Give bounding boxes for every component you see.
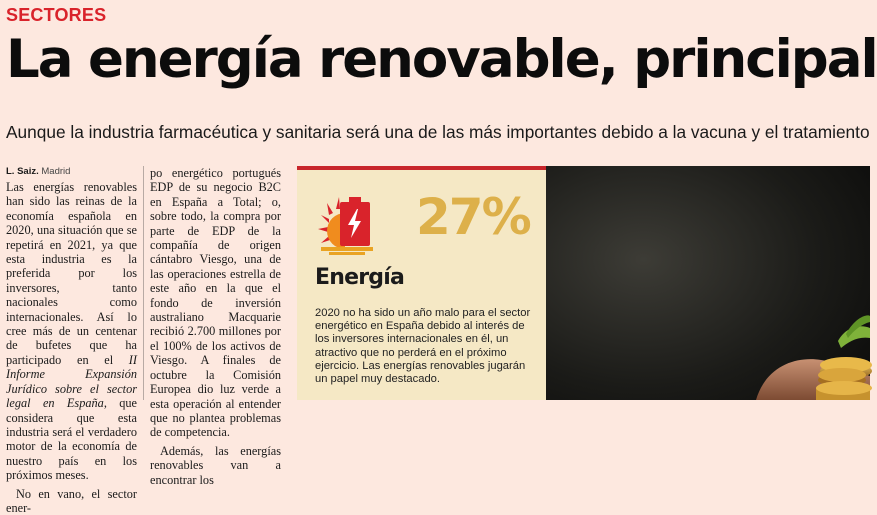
article-photo [546, 166, 870, 400]
article-column-1 [6, 166, 137, 515]
article-column-2 [150, 166, 281, 487]
paragraph [6, 180, 137, 483]
paragraph: No en vano, el sector ener- [6, 486, 137, 515]
report-title: II Informe Expansión Jurídico sobre el sector legal en España [6, 352, 137, 411]
energy-percentage: 27% [416, 188, 530, 246]
paragraph: Además, las energías renovables van a encontrar los [150, 443, 281, 487]
info-box-title: Energía [315, 265, 404, 290]
paragraph: po energético portugués EDP de su negocio B2C en España a Total; o, sobre todo, la compra por parte de EDP de la compañía de origen cántabro Viesgo, una de las operaciones estrella de este año en la que el fondo de inversión australiano Macquarie recibió 2.700 millones por el 100% de los activos de Viesgo. A finales de octubre la Comisión Europea dio luz verde a esta operación al entender que no plantea problemas de competencia. [150, 166, 281, 440]
byline-place: Madrid [41, 166, 71, 177]
subheadline: Aunque la industria farmacéutica y sanitaria será una de las más importantes debido a la vacuna y el tratamiento [6, 122, 870, 142]
byline-author: L. Saiz. [6, 166, 39, 177]
paragraph-text: Las energías renovables han sido las reinas de la economía española en 2020, una situación que se repetirá en 2021, ya que esta industria es la preferida por los inversores, tanto nacionales como internacionales. Así lo cree más de un centenar de bufetes que ha participado en el [6, 180, 137, 367]
battery-sun-icon [315, 193, 375, 255]
info-box [297, 166, 546, 400]
coins-plant-photo [546, 166, 870, 400]
paragraph-text: , que considera que esta industria será el verdadero motor de la economía de nuestro país en los próximos meses. [6, 396, 138, 483]
column-divider [143, 166, 144, 400]
info-box-text: 2020 no ha sido un año malo para el sector energético en España debido al interés de los inversores internacionales en él, un atractivo que no perderá en el próximo ejercicio. Las energías renovables jugarán un papel muy destacado. [315, 307, 531, 386]
section-label: SECTORES [6, 5, 107, 25]
byline [6, 166, 137, 177]
headline: La energía renovable, principal [6, 29, 877, 90]
